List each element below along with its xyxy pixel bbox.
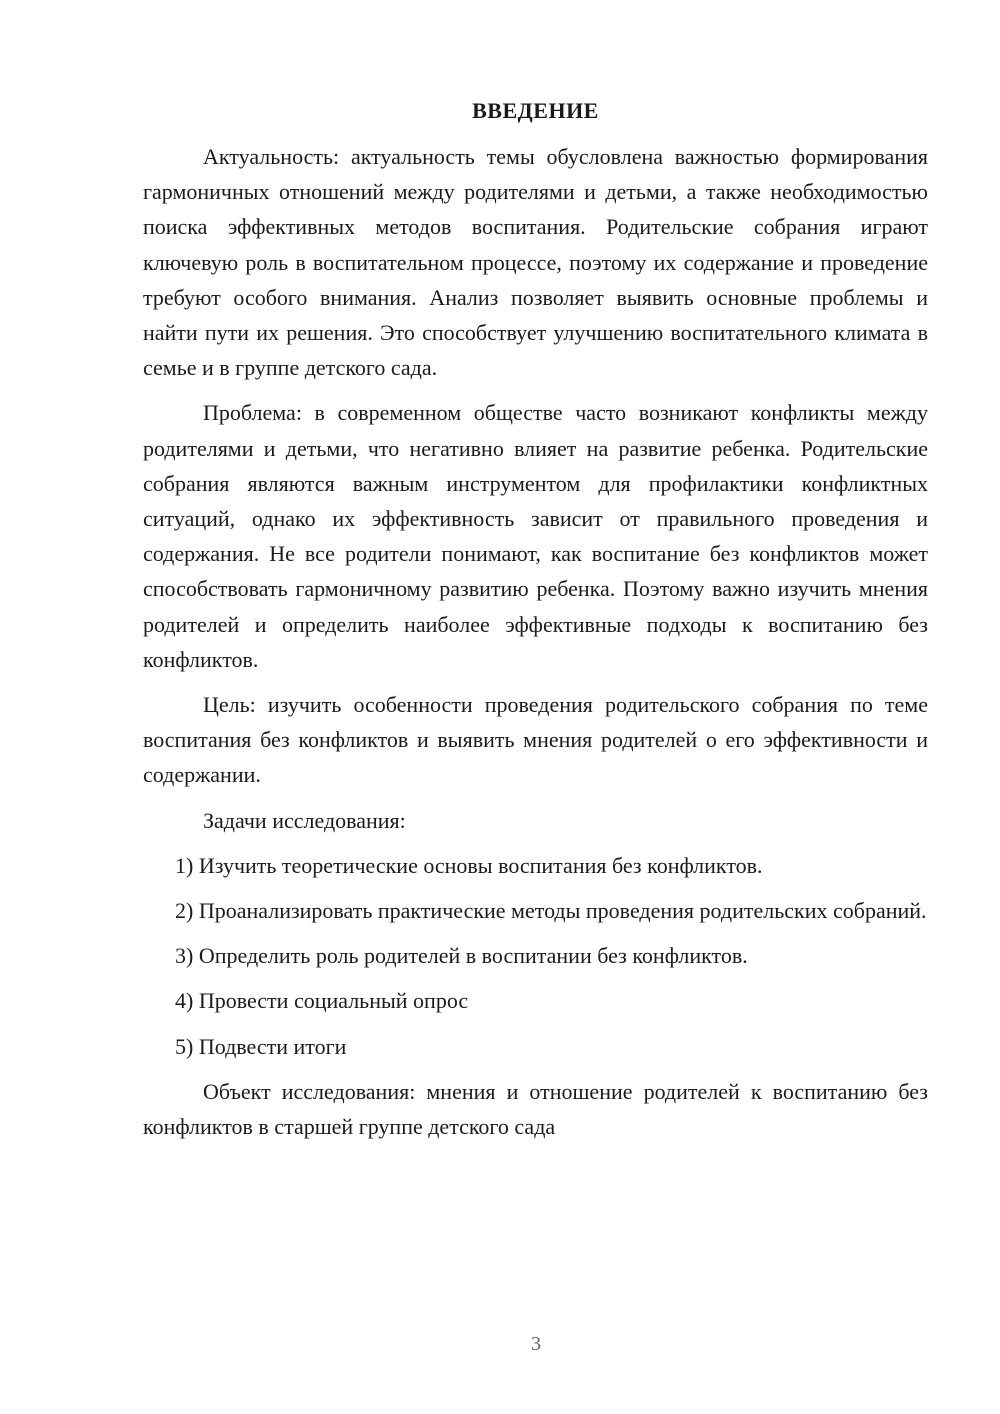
- page-content: [143, 95, 928, 1154]
- task-item: 4) Провести социальный опрос: [175, 988, 469, 1014]
- task-item: 3) Определить роль родителей в воспитании без конфликтов.: [175, 943, 748, 969]
- tasks-intro-paragraph: Задачи исследования:: [203, 807, 406, 833]
- problem-paragraph: Проблема: в современном обществе часто возникают конфликты между родителями и детьми, что негативно влияет на развитие ребенка. Родительские собрания являются важным инструментом для профилактики конфликтных ситуаций, однако их эффективность зависит от правильного проведения и содержания. Не все родители понимают, как воспитание без конфликтов может способствовать гармоничному развитию ребенка. Поэтому важно изучить мнения родителей и определить наиболее эффективные подходы к воспитанию без конфликтов.: [143, 400, 928, 672]
- goal-paragraph: Цель: изучить особенности проведения родительского собрания по теме воспитания без конфликтов и выявить мнения родителей о его эффективности и содержании.: [143, 692, 928, 788]
- page-number: 3: [531, 1333, 541, 1355]
- task-item: 2) Проанализировать практические методы проведения родительских собраний.: [175, 898, 927, 924]
- task-item: 1) Изучить теоретические основы воспитания без конфликтов.: [175, 852, 763, 878]
- relevance-paragraph: Актуальность: актуальность темы обусловлена важностью формирования гармоничных отношений между родителями и детьми, а также необходимостью поиска эффективных методов воспитания. Родительские собрания играют ключевую роль в воспитательном процессе, поэтому их содержание и проведение требуют особого внимания. Анализ позволяет выявить основные проблемы и найти пути их решения. Это способствует улучшению воспитательного климата в семье и в группе детского сада.: [143, 144, 928, 381]
- object-paragraph: Объект исследования: мнения и отношение родителей к воспитанию без конфликтов в старшей группе детского сада: [143, 1078, 928, 1140]
- task-item: 5) Подвести итоги: [175, 1033, 347, 1059]
- section-heading: ВВЕДЕНИЕ: [472, 98, 599, 123]
